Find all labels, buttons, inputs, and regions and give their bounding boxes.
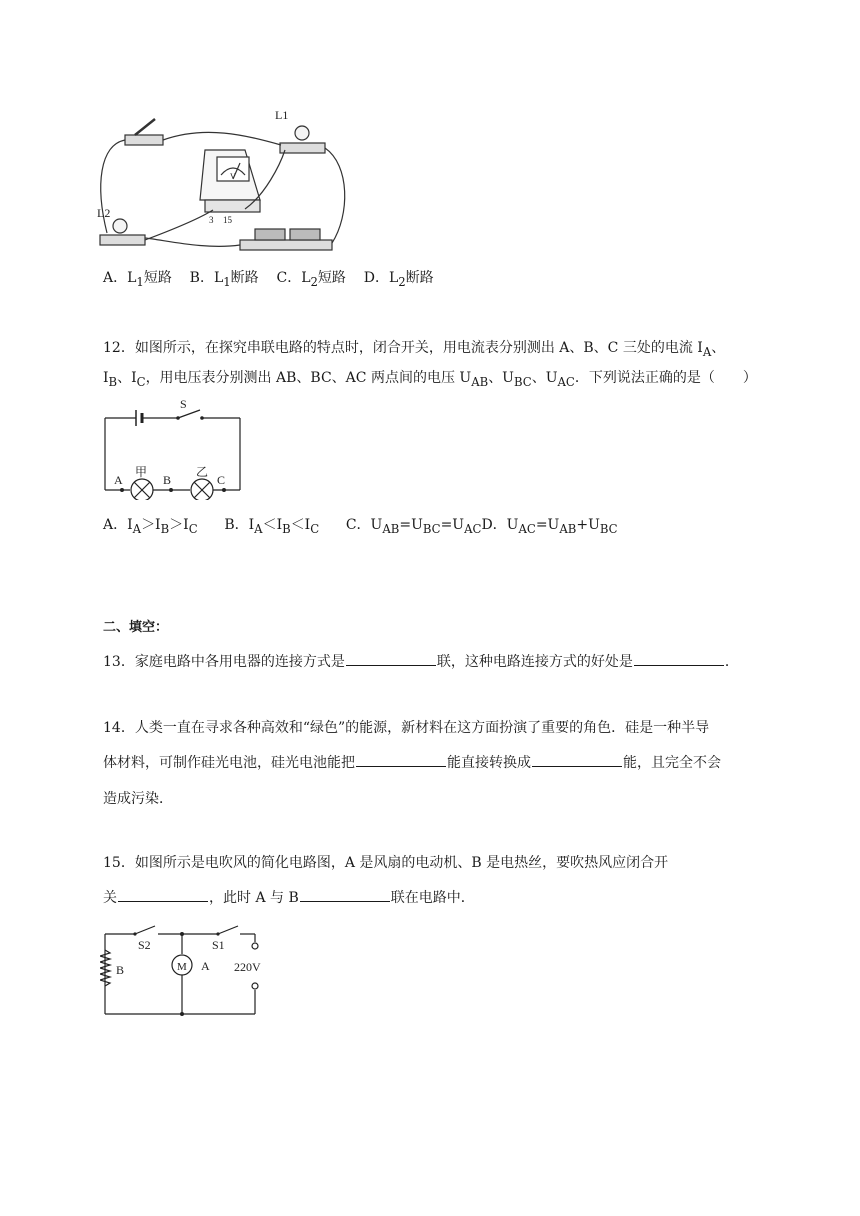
q12-label-yi: 乙 bbox=[196, 465, 209, 479]
q12-option-a: A．$I_A>I_B>I_C$ bbox=[103, 517, 198, 536]
q12-label-a: A bbox=[114, 473, 123, 487]
q11-option-c: C．$L_2$短路 bbox=[276, 270, 346, 289]
q12-option-b: B．$I_A<I_B<I_C$ bbox=[224, 517, 320, 536]
q12-label-c: C bbox=[217, 473, 226, 487]
q15-stem-line2: 关 ，此时 A 与 B 联在电路中． bbox=[103, 887, 475, 909]
q11-option-b: B．$L_1$断路 bbox=[189, 270, 259, 289]
q15-blank-2[interactable] bbox=[300, 887, 390, 902]
q15-circuit-figure bbox=[100, 920, 275, 1020]
q14-stem-line3: 造成污染． bbox=[103, 791, 173, 807]
q12-circuit-figure bbox=[100, 398, 245, 500]
q11-option-a: A．$L_1$短路 bbox=[103, 270, 172, 289]
q11-label-l1: L1 bbox=[275, 108, 289, 122]
q15-stem-line1: 15．如图所示是电吹风的简化电路图，A 是风扇的电动机、B 是电热丝，要吹热风应闭合开 bbox=[103, 855, 669, 871]
q14-blank-2[interactable] bbox=[532, 752, 622, 767]
q12-stem-line1: 12．如图所示，在探究串联电路的特点时，闭合开关，用电流表分别测出 A、B、C 三处的电流 $I_A$、 bbox=[103, 340, 726, 359]
q15-blank-1[interactable] bbox=[118, 887, 208, 902]
q13-blank-2[interactable] bbox=[634, 651, 724, 666]
q12-label-s: S bbox=[180, 398, 187, 411]
q12-label-jia: 甲 bbox=[135, 465, 148, 479]
q11-label-l2: L2 bbox=[97, 206, 111, 220]
q15-label-220v: 220V bbox=[234, 960, 261, 974]
q15-label-b: B bbox=[116, 963, 125, 977]
q13-stem: 13．家庭电路中各用电器的连接方式是 联，这种电路连接方式的好处是 ． bbox=[103, 651, 739, 673]
q15-label-s1: S1 bbox=[212, 938, 225, 952]
q12-option-c: C．$U_{AB}=U_{BC}=U_{AC}$ bbox=[345, 517, 482, 536]
q11-label-v: V bbox=[230, 172, 236, 181]
section-fill-in-heading: 二、填空： bbox=[103, 620, 169, 635]
q14-blank-1[interactable] bbox=[356, 752, 446, 767]
q15-label-m: M bbox=[177, 961, 187, 973]
q11-option-d: D．$L_2$断路 bbox=[363, 270, 434, 289]
q12-option-d: D．$U_{AC}=U_{AB}+U_{BC}$ bbox=[481, 517, 618, 536]
q14-stem-line2: 体材料，可制作硅光电池，硅光电池能把 能直接转换成 能，且完全不会 bbox=[103, 752, 721, 774]
q11-label-15: 15 bbox=[223, 215, 232, 225]
q12-options bbox=[103, 514, 618, 540]
q13-blank-1[interactable] bbox=[346, 651, 436, 666]
q14-stem-line1: 14．人类一直在寻求各种高效和“绿色”的能源，新材料在这方面扮演了重要的角色．硅是一种半导 bbox=[103, 720, 710, 736]
q11-options bbox=[103, 267, 434, 293]
q11-circuit-figure bbox=[95, 105, 355, 265]
q15-label-s2: S2 bbox=[138, 938, 151, 952]
q12-stem-line2: $I_B$、$I_C$，用电压表分别测出 AB、BC、AC 两点间的电压 $U_{AB}$、$U_{BC}$、$U_{AC}$．下列说法正确的是（ ） bbox=[103, 370, 757, 389]
q11-label-3: 3 bbox=[209, 215, 214, 225]
q12-label-b: B bbox=[163, 473, 172, 487]
q15-label-a: A bbox=[201, 959, 210, 973]
